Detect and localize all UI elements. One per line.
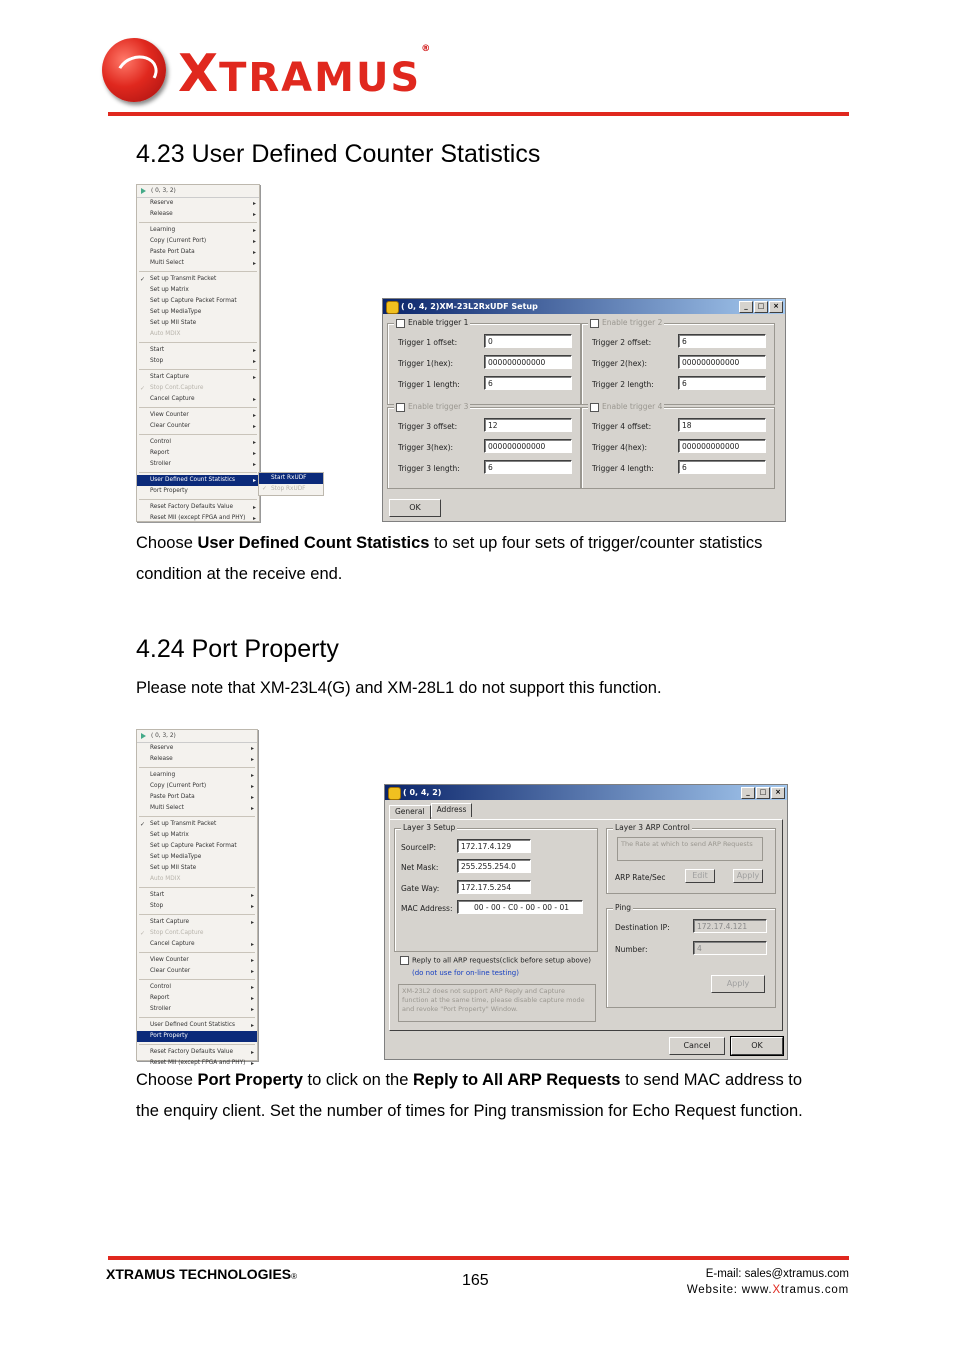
submenu-arrow-icon: ▸ [252,227,256,234]
menu-separator [139,952,255,953]
menu-item-label: Reset MII (except FPGA and PHY) [150,515,246,521]
enable-trigger-checkbox[interactable] [590,319,599,328]
menu-item-label: User Defined Count Statistics [150,1022,236,1028]
trigger-field-label: Trigger 2 offset: [592,338,652,347]
submenu-arrow-icon: ▸ [252,412,256,419]
context-menu-2 [136,729,258,1067]
menu-separator [139,887,255,888]
menu-item[interactable] [137,901,257,912]
menu-item-label: User Defined Count Statistics [150,477,236,483]
mac-address-label: MAC Address: [401,904,453,913]
submenu-arrow-icon: ▸ [250,984,254,991]
enable-trigger-checkbox[interactable] [590,403,599,412]
section-heading-4-24: 4.24 Port Property [136,635,339,663]
menu-item-label: Set up Transmit Packet [150,821,217,827]
menu-item[interactable] [137,459,259,470]
submenu-arrow-icon: ▸ [252,374,256,381]
dialog-titlebar [383,299,785,314]
menu-item[interactable] [137,285,259,296]
footer-website: Website: www.Xtramus.com [686,1284,849,1296]
check-icon: ✓ [140,385,146,392]
menu-item[interactable] [137,209,259,220]
menu-item[interactable] [137,421,259,432]
menu-item[interactable] [137,993,257,1004]
ping-group [606,903,776,1008]
menu-item[interactable] [137,803,257,814]
source-ip-field[interactable]: 172.17.4.129 [457,839,531,853]
gateway-field[interactable]: 172.17.5.254 [457,880,531,894]
menu-item[interactable] [137,754,257,765]
menu-separator [139,407,257,408]
menu-item[interactable] [137,770,257,781]
menu-separator [139,1044,255,1045]
header-rule [108,112,849,116]
destination-ip-field[interactable]: 172.17.4.121 [693,919,767,933]
trigger-field-label: Trigger 3 offset: [398,422,458,431]
menu-item[interactable] [137,966,257,977]
check-icon: ✓ [140,276,146,283]
ok-button[interactable]: OK [731,1037,783,1055]
submenu-arrow-icon: ▸ [250,1060,254,1067]
enable-trigger-checkbox-row[interactable] [394,402,470,412]
logo-wordmark: XTRAMUS® [178,44,431,104]
menu-item[interactable] [137,410,259,421]
enable-trigger-label: Enable trigger 3 [408,402,469,411]
tab-general[interactable]: General [389,805,431,819]
cancel-button[interactable]: Cancel [669,1037,725,1055]
submenu-arrow-icon: ▸ [252,347,256,354]
trigger-field-input[interactable]: 000000000000 [484,439,572,453]
trigger-field-input[interactable]: 000000000000 [678,355,766,369]
close-button[interactable]: × [769,301,783,313]
submenu-item[interactable] [259,473,323,484]
trigger-field-input[interactable]: 6 [678,460,766,474]
menu-item[interactable] [137,819,257,830]
menu-item[interactable] [137,830,257,841]
menu-item[interactable] [137,955,257,966]
menu-item[interactable] [137,792,257,803]
page-number: 165 [462,1272,489,1289]
submenu-arrow-icon: ▸ [252,515,256,522]
menu-item[interactable] [137,513,259,524]
menu-item[interactable] [137,1047,257,1058]
enable-trigger-checkbox-row[interactable] [588,318,664,328]
menu-item[interactable] [137,225,259,236]
menu-item[interactable] [137,874,257,885]
menu-item-label: Copy (Current Port) [150,783,207,789]
menu-item[interactable] [137,394,259,405]
submenu-arrow-icon: ▸ [250,783,254,790]
submenu-item-label: Stop RxUDF [271,486,306,492]
submenu-arrow-icon: ▸ [252,439,256,446]
group-title: Ping [615,903,631,912]
trigger-group [387,402,581,489]
menu-item-label: Report [150,995,170,1001]
address-tab-panel [389,819,783,1031]
context-submenu-rxudf [258,472,324,496]
menu-item-label: Set up MII State [150,865,197,871]
enable-trigger-checkbox-row[interactable] [588,402,664,412]
ping-apply-button[interactable]: Apply [711,975,765,993]
close-button[interactable]: × [771,787,785,799]
menu-item-label: Learning [150,772,176,778]
maximize-button[interactable]: □ [756,787,770,799]
footer-rule [108,1256,849,1260]
menu-item[interactable] [137,296,259,307]
logo-globe-icon [102,38,166,102]
submenu-arrow-icon: ▸ [252,211,256,218]
menu-item-label: View Counter [150,957,189,963]
enable-trigger-checkbox-row[interactable] [394,318,470,328]
trigger-group [581,402,775,489]
submenu-arrow-icon: ▸ [252,450,256,457]
submenu-arrow-icon: ▸ [250,957,254,964]
menu-item-label: Auto MDIX [150,331,181,337]
menu-item[interactable] [137,982,257,993]
submenu-arrow-icon: ▸ [252,238,256,245]
trigger-field-input[interactable]: 18 [678,418,766,432]
submenu-arrow-icon: ▸ [250,794,254,801]
menu-item-label: Clear Counter [150,423,191,429]
menu-item-label: Set up Matrix [150,832,189,838]
trigger-field-input[interactable]: 000000000000 [678,439,766,453]
menu-item-label: Stop [150,903,164,909]
menu-item-label: Reserve [150,745,174,751]
footer-company: XTRAMUS TECHNOLOGIES® [106,1266,298,1282]
enable-trigger-checkbox[interactable] [396,319,405,328]
app-icon [388,787,401,800]
menu-header [137,185,259,198]
submenu-arrow-icon: ▸ [250,756,254,763]
menu-item[interactable] [137,274,259,285]
menu-item[interactable] [137,247,259,258]
trigger-field-label: Trigger 3(hex): [398,443,454,452]
submenu-arrow-icon: ▸ [252,504,256,511]
menu-header-label: ( 0, 3, 2) [151,733,176,739]
minimize-button[interactable]: _ [741,787,755,799]
menu-item[interactable] [137,198,259,209]
source-ip-label: SourceIP: [401,843,437,852]
menu-item-label: Reset Factory Defaults Value [150,504,234,510]
reply-arp-label: Reply to all ARP requests(click before setup above) [412,956,591,965]
menu-separator [139,369,257,370]
menu-item-label: Auto MDIX [150,876,181,882]
menu-item[interactable] [137,437,259,448]
menu-item[interactable] [137,356,259,367]
submenu-arrow-icon: ▸ [250,1049,254,1056]
submenu-arrow-icon: ▸ [250,1022,254,1029]
menu-item-label: Set up MediaType [150,854,202,860]
menu-item[interactable] [137,448,259,459]
menu-item-label: Clear Counter [150,968,191,974]
menu-item[interactable] [137,917,257,928]
menu-item-label: Multi Select [150,260,184,266]
submenu-item[interactable] [259,484,323,495]
trigger-field-label: Trigger 2 length: [592,380,654,389]
submenu-arrow-icon: ▸ [250,903,254,910]
edit-button[interactable]: Edit [685,869,715,883]
number-field[interactable]: 4 [693,941,767,955]
trigger-field-label: Trigger 4 offset: [592,422,652,431]
submenu-arrow-icon: ▸ [250,892,254,899]
menu-separator [139,1017,255,1018]
menu-separator [139,816,255,817]
trigger-field-input[interactable]: 6 [484,460,572,474]
tab-address[interactable]: Address [431,803,473,817]
menu-separator [139,979,255,980]
arp-capture-warning: XM-23L2 does not support ARP Reply and Capture function at the same time, please disable capture mode and revoke "Port Property" Window. [398,984,596,1022]
submenu-arrow-icon: ▸ [250,968,254,975]
reply-arp-checkbox[interactable] [400,956,409,965]
port-property-dialog [384,784,788,1060]
paragraph-4-24: Choose Port Property to click on the Reply to All ARP Requests to send MAC address to the enquiry client. Set the number of times for Ping transmission for Echo Request function. [136,1071,803,1120]
arp-control-group [606,823,776,894]
trigger-field-label: Trigger 2(hex): [592,359,648,368]
arp-apply-button[interactable]: Apply [733,869,763,883]
rxudf-setup-dialog [382,298,786,522]
maximize-button[interactable]: □ [754,301,768,313]
submenu-item-label: Start RxUDF [271,475,307,481]
menu-item-label: Reset Factory Defaults Value [150,1049,234,1055]
net-mask-label: Net Mask: [401,863,439,872]
menu-item-label: Cancel Capture [150,396,195,402]
submenu-arrow-icon: ▸ [250,772,254,779]
submenu-arrow-icon: ▸ [250,1006,254,1013]
menu-item-label: Release [150,211,173,217]
trigger-field-input[interactable]: 6 [484,376,572,390]
submenu-arrow-icon: ▸ [250,919,254,926]
menu-item-label: Stroller [150,1006,171,1012]
minimize-button[interactable]: _ [739,301,753,313]
menu-item-label: Paste Port Data [150,794,195,800]
menu-separator [139,222,257,223]
menu-separator [139,499,257,500]
menu-item[interactable] [137,743,257,754]
menu-item-label: Report [150,450,170,456]
menu-item-label: Start Capture [150,374,190,380]
context-menu-1 [136,184,260,522]
menu-item[interactable] [137,781,257,792]
menu-item[interactable] [137,1004,257,1015]
layer3-setup-group [394,823,598,952]
menu-separator [139,767,255,768]
trigger-field-label: Trigger 1(hex): [398,359,454,368]
trigger-group [387,318,581,405]
menu-item[interactable] [137,475,259,486]
paragraph-4-23: Choose User Defined Count Statistics to set up four sets of trigger/counter statistics condition at the receive end. [136,534,763,583]
menu-separator [139,434,257,435]
menu-item-label: Cancel Capture [150,941,195,947]
trigger-field-label: Trigger 4 length: [592,464,654,473]
dialog-title: ( 0, 4, 2) [403,788,442,797]
footer-contact [687,1266,849,1298]
ok-button[interactable]: OK [389,499,441,517]
xtramus-logo [102,36,432,108]
menu-item[interactable] [137,383,259,394]
submenu-arrow-icon: ▸ [252,477,256,484]
net-mask-field[interactable]: 255.255.254.0 [457,859,531,873]
trigger-field-input[interactable]: 6 [678,334,766,348]
menu-separator [139,914,255,915]
menu-item-label: Stop Cont.Capture [150,385,204,391]
section-heading-4-23: 4.23 User Defined Counter Statistics [136,140,541,168]
menu-item-label: Start Capture [150,919,190,925]
footer-email: E-mail: sales@xtramus.com [705,1268,849,1280]
menu-item-label: Stroller [150,461,171,467]
menu-separator [139,271,257,272]
trigger-field-label: Trigger 4(hex): [592,443,648,452]
check-icon: ✓ [140,821,146,828]
enable-trigger-checkbox[interactable] [396,403,405,412]
menu-item-label: Reserve [150,200,174,206]
enable-trigger-label: Enable trigger 1 [408,318,469,327]
menu-item-label: Start [150,892,165,898]
app-icon [386,301,399,314]
trigger-field-input[interactable]: 000000000000 [484,355,572,369]
menu-item-label: Release [150,756,173,762]
submenu-arrow-icon: ▸ [252,249,256,256]
trigger-field-label: Trigger 1 offset: [398,338,458,347]
menu-item[interactable] [137,863,257,874]
menu-item[interactable] [137,928,257,939]
menu-item[interactable] [137,372,259,383]
submenu-arrow-icon: ▸ [252,260,256,267]
menu-item[interactable] [137,841,257,852]
menu-item[interactable] [137,345,259,356]
menu-item-label: Port Property [150,488,188,494]
reply-arp-checkbox-row[interactable] [400,956,591,965]
menu-item-label: Control [150,984,171,990]
submenu-arrow-icon: ▸ [252,461,256,468]
dialog-title: ( 0, 4, 2)XM-23L2RxUDF Setup [401,302,538,311]
menu-item[interactable] [137,939,257,950]
submenu-arrow-icon: ▸ [250,995,254,1002]
menu-item[interactable] [137,236,259,247]
menu-item-label: Set up MII State [150,320,197,326]
menu-item-label: Multi Select [150,805,184,811]
menu-separator [139,472,257,473]
submenu-arrow-icon: ▸ [250,745,254,752]
play-icon [141,733,146,739]
menu-item-label: View Counter [150,412,189,418]
menu-item[interactable] [137,890,257,901]
menu-item[interactable] [137,852,257,863]
destination-ip-label: Destination IP: [615,923,670,932]
menu-item[interactable] [137,1020,257,1031]
support-note: Please note that XM-23L4(G) and XM-28L1 do not support this function. [136,679,662,697]
menu-item[interactable] [137,318,259,329]
check-icon: ✓ [140,930,146,937]
menu-header-label: ( 0, 3, 2) [151,188,176,194]
enable-trigger-label: Enable trigger 4 [602,402,663,411]
submenu-arrow-icon: ▸ [252,423,256,430]
menu-item[interactable] [137,329,259,340]
menu-item-label: Reset MII (except FPGA and PHY) [150,1060,246,1066]
trigger-group [581,318,775,405]
trigger-field-label: Trigger 1 length: [398,380,460,389]
play-icon [141,188,146,194]
trigger-field-input[interactable]: 0 [484,334,572,348]
arp-rate-description: The Rate at which to send ARP Requests [617,837,763,861]
submenu-arrow-icon: ▸ [250,805,254,812]
arp-rate-label: ARP Rate/Sec [615,873,666,882]
menu-item-label: Set up Capture Packet Format [150,843,237,849]
menu-item-label: Learning [150,227,176,233]
menu-separator [139,342,257,343]
menu-item-label: Stop [150,358,164,364]
group-title: Layer 3 ARP Control [615,823,690,832]
dialog-titlebar [385,785,787,800]
menu-item-label: Port Property [150,1033,188,1039]
mac-address-field[interactable]: 00 - 00 - C0 - 00 - 00 - 01 [457,900,583,914]
menu-item-label: Set up MediaType [150,309,202,315]
gateway-label: Gate Way: [401,884,440,893]
menu-item[interactable] [137,258,259,269]
menu-item[interactable] [137,307,259,318]
submenu-arrow-icon: ▸ [250,941,254,948]
menu-item-label: Paste Port Data [150,249,195,255]
check-icon: ✓ [262,486,267,492]
submenu-arrow-icon: ▸ [252,396,256,403]
menu-item-label: Start [150,347,165,353]
menu-item-label: Copy (Current Port) [150,238,207,244]
menu-item-label: Set up Matrix [150,287,189,293]
trigger-field-label: Trigger 3 length: [398,464,460,473]
number-label: Number: [615,945,648,954]
menu-item[interactable] [137,486,259,497]
reply-arp-note: (do not use for on-line testing) [412,969,519,977]
group-title: Layer 3 Setup [403,823,456,832]
trigger-field-input[interactable]: 6 [678,376,766,390]
submenu-arrow-icon: ▸ [252,200,256,207]
menu-header [137,730,257,743]
menu-item-label: Set up Transmit Packet [150,276,217,282]
menu-item-label: Stop Cont.Capture [150,930,204,936]
enable-trigger-label: Enable trigger 2 [602,318,663,327]
menu-item-label: Set up Capture Packet Format [150,298,237,304]
trigger-field-input[interactable]: 12 [484,418,572,432]
menu-item[interactable] [137,502,259,513]
submenu-arrow-icon: ▸ [252,358,256,365]
menu-item-label: Control [150,439,171,445]
menu-item[interactable] [137,1031,257,1042]
